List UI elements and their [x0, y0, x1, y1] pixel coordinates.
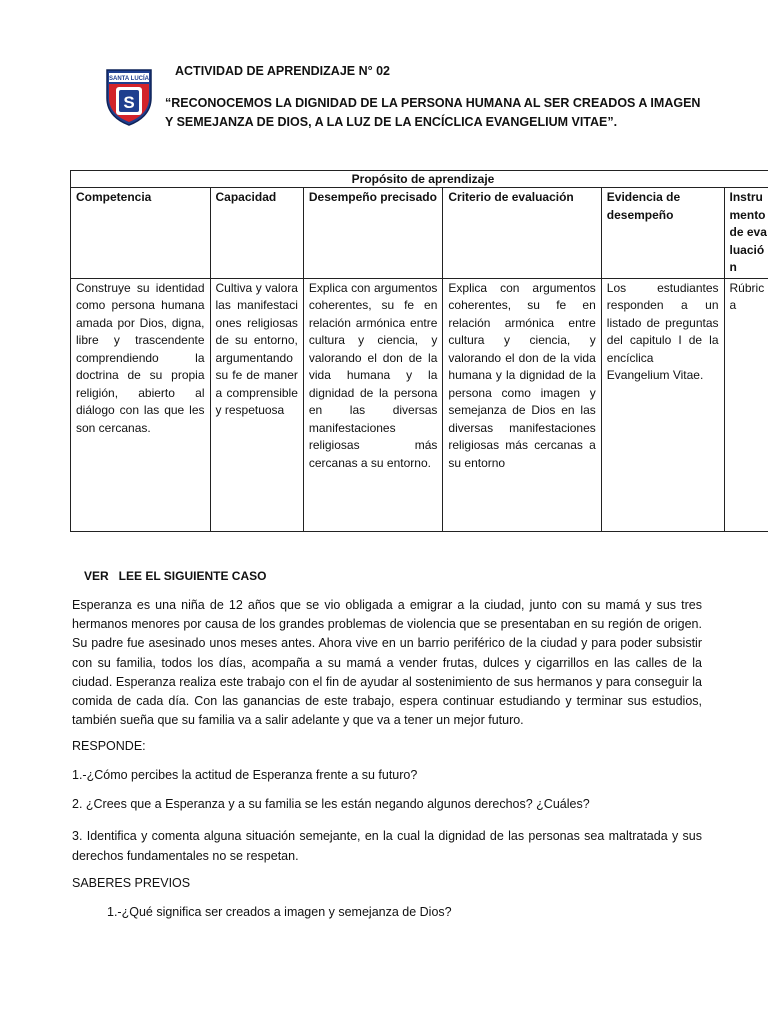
column-header: Capacidad [210, 188, 303, 279]
responde-heading: RESPONDE: [72, 739, 146, 753]
shield-crest-icon [104, 68, 154, 126]
table-cell: Explica con argumentos coherentes, su fe en relación armónica entre cultura y ciencia, y valorando el don de la vida humana y la dignidad de la persona en las diversas manifestaciones religiosas más cercanas a su entorno. [303, 278, 443, 531]
column-header: Desempeño precisado [303, 188, 443, 279]
column-header: Competencia [71, 188, 211, 279]
question-2: 2. ¿Crees que a Esperanza y a su familia se les están negando algunos derechos? ¿Cuáles? [72, 797, 590, 811]
learning-purpose-table [70, 170, 768, 532]
table-row [71, 278, 768, 531]
table-cell: Los estudiantes responden a un listado de preguntas del capitulo I de la encíclica Evangelium Vitae. [601, 278, 724, 531]
table-cell: Explica con argumentos coherentes, su fe en relación armónica entre cultura y ciencia, y valorando el don de la vida humana y la dignidad de la persona como imagen y semejanza de Dios en las diversas manifestaciones religiosas más cercanas a su entorno [443, 278, 601, 531]
logo-text: SANTA LUCÍA [109, 76, 149, 82]
school-logo [104, 68, 154, 126]
case-heading: VER LEE EL SIGUIENTE CASO [84, 569, 267, 583]
table-cell: Cultiva y valora las manifestaciones religiosas de su entorno, argumentando su fe de manera comprensible y respetuosa [210, 278, 303, 531]
table-header-row [71, 188, 768, 279]
activity-title: ACTIVIDAD DE APRENDIZAJE N° 02 [175, 64, 390, 78]
question-1: 1.-¿Cómo percibes la actitud de Esperanza frente a su futuro? [72, 768, 418, 782]
table-cell: Rúbrica [724, 278, 768, 531]
table-caption-row [71, 171, 768, 188]
prior-knowledge-heading: SABERES PREVIOS [72, 876, 191, 890]
question-3: 3. Identifica y comenta alguna situación semejante, en la cual la dignidad de las personas sea maltratada y sus derechos fundamentales no se respetan. [72, 829, 702, 863]
table-cell: Construye su identidad como persona humana amada por Dios, digna, libre y trascendente comprendiendo la doctrina de su propia religión, abierto al diálogo con las que les son cercanas. [71, 278, 211, 531]
logo-letter: S [123, 93, 135, 112]
case-paragraph: Esperanza es una niña de 12 años que se vio obligada a emigrar a la ciudad, junto con su mamá y sus tres hermanos menores por causa de los grandes problemas de violencia que se presentaban en su región de origen. Su padre fue asesinado unos meses antes. Ahora vive en un barrio periférico de la ciudad y para poder subsistir con su familia, todos los días, acompaña a su mamá a vender frutas, dulces y cigarrillos en las calles de la ciudad. Esperanza realiza este trabajo con el fin de ayudar al sostenimiento de sus hermanos y para conseguir la comida de cada día. Con las ganancias de este trabajo, espera continuar estudiando y terminar sus estudios, también sueña que su familia va a salir adelante y que va a tener un mejor futuro. [72, 598, 702, 728]
column-header: Instrumento de evaluación [724, 188, 768, 279]
table-caption: Propósito de aprendizaje [71, 171, 768, 188]
column-header: Criterio de evaluación [443, 188, 601, 279]
column-header: Evidencia de desempeño [601, 188, 724, 279]
activity-subtitle: “RECONOCEMOS LA DIGNIDAD DE LA PERSONA HUMANA AL SER CREADOS A IMAGEN Y SEMEJANZA DE DIOS, A LA LUZ DE LA ENCÍCLICA EVANGELIUM VITAE”. [165, 96, 701, 129]
prior-question-1: 1.-¿Qué significa ser creados a imagen y semejanza de Dios? [107, 905, 452, 919]
